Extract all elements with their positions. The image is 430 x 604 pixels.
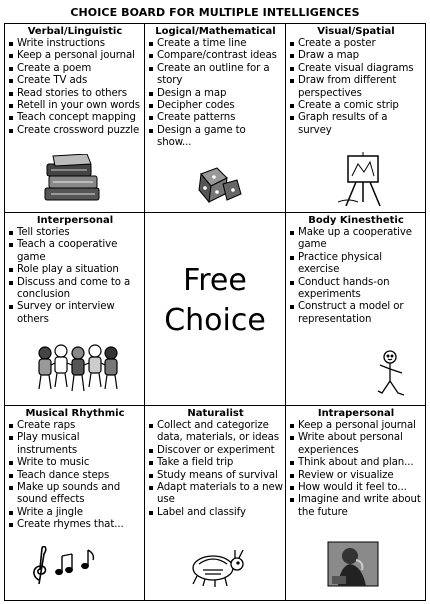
list-item: Teach dance steps: [8, 470, 142, 482]
list-item: Create a poster: [289, 38, 423, 50]
cell-heading: Body Kinesthetic: [308, 215, 404, 226]
cell-verbal-linguistic: [5, 24, 145, 213]
books-icon: [41, 154, 103, 202]
list-item: Imagine and write about the future: [289, 494, 423, 519]
music-notes-icon: [29, 546, 101, 586]
stick-figure-icon: [374, 349, 408, 399]
list-item: Think about and plan...: [289, 457, 423, 469]
list-item: Draw from different perspectives: [289, 75, 423, 100]
page-title: CHOICE BOARD FOR MULTIPLE INTELLIGENCES: [70, 6, 360, 19]
cell-intrapersonal: [286, 406, 425, 600]
list-item: Teach a cooperative game: [8, 239, 142, 264]
thinking-person-icon: [326, 540, 382, 588]
free-choice-text: [145, 261, 285, 341]
activity-list: [289, 38, 423, 137]
list-item: Create a poem: [8, 63, 142, 75]
activity-list: [148, 420, 283, 519]
list-item: Write to music: [8, 457, 142, 469]
cell-musical-rhythmic: [5, 406, 145, 600]
list-item: Decipher codes: [148, 100, 283, 112]
list-item: Review or visualize: [289, 470, 423, 482]
list-item: Adapt materials to a new use: [148, 482, 283, 507]
dice-icon: [197, 164, 243, 208]
cell-heading: Interpersonal: [36, 215, 114, 226]
cell-naturalist: [145, 406, 286, 600]
list-item: Write a jingle: [8, 507, 142, 519]
list-item: Compare/contrast ideas: [148, 50, 283, 62]
cell-heading: Logical/Mathematical: [155, 26, 276, 37]
list-item: Label and classify: [148, 507, 283, 519]
list-item: Draw a map: [289, 50, 423, 62]
list-item: Survey or interview others: [8, 301, 142, 326]
list-item: Discover or experiment: [148, 445, 283, 457]
people-group-icon: [35, 341, 121, 397]
list-item: Create a time line: [148, 38, 283, 50]
activity-list: [8, 227, 142, 326]
list-item: Make up sounds and sound effects: [8, 482, 142, 507]
activity-list: [8, 38, 142, 137]
cell-heading: Visual/Spatial: [317, 26, 395, 37]
list-item: Practice physical exercise: [289, 252, 423, 277]
list-item: Construct a model or representation: [289, 301, 423, 326]
list-item: Create an outline for a story: [148, 63, 283, 88]
list-item: Collect and categorize data, materials, or ideas: [148, 420, 283, 445]
activity-list: [289, 227, 423, 326]
activity-list: [148, 38, 283, 150]
activity-list: [8, 420, 142, 532]
list-item: Tell stories: [8, 227, 142, 239]
easel-icon: [338, 152, 390, 208]
list-item: Design a map: [148, 88, 283, 100]
list-item: Study means of survival: [148, 470, 283, 482]
list-item: Keep a personal journal: [289, 420, 423, 432]
list-item: Discuss and come to a conclusion: [8, 277, 142, 302]
list-item: Graph results of a survey: [289, 112, 423, 137]
cell-body-kinesthetic: [286, 213, 425, 406]
cell-logical-mathematical: [145, 24, 286, 213]
list-item: Write about personal experiences: [289, 432, 423, 457]
list-item: Create crossword puzzle: [8, 125, 142, 137]
list-item: Read stories to others: [8, 88, 142, 100]
list-item: Write instructions: [8, 38, 142, 50]
cell-heading: Naturalist: [187, 408, 244, 419]
list-item: Role play a situation: [8, 264, 142, 276]
cell-interpersonal: [5, 213, 145, 406]
list-item: Create a comic strip: [289, 100, 423, 112]
cell-heading: Verbal/Linguistic: [27, 26, 123, 37]
list-item: Create TV ads: [8, 75, 142, 87]
cell-heading: Musical Rhythmic: [25, 408, 125, 419]
list-item: Design a game to show...: [148, 125, 283, 150]
list-item: Create visual diagrams: [289, 63, 423, 75]
cell-visual-spatial: [286, 24, 425, 213]
bug-icon: [185, 546, 247, 588]
list-item: Teach concept mapping: [8, 112, 142, 124]
list-item: Create raps: [8, 420, 142, 432]
list-item: Create patterns: [148, 112, 283, 124]
list-item: Conduct hands-on experiments: [289, 277, 423, 302]
free-choice-line-2: Choice: [164, 303, 266, 338]
list-item: Retell in your own words: [8, 100, 142, 112]
activity-list: [289, 420, 423, 519]
list-item: Play musical instruments: [8, 432, 142, 457]
free-choice-line-1: Free: [183, 263, 247, 298]
list-item: How would it feel to...: [289, 482, 423, 494]
list-item: Create rhymes that...: [8, 519, 142, 531]
list-item: Take a field trip: [148, 457, 283, 469]
cell-heading: Intrapersonal: [317, 408, 395, 419]
choice-board-grid: [4, 23, 426, 601]
cell-free-choice: [145, 213, 286, 406]
list-item: Keep a personal journal: [8, 50, 142, 62]
list-item: Make up a cooperative game: [289, 227, 423, 252]
